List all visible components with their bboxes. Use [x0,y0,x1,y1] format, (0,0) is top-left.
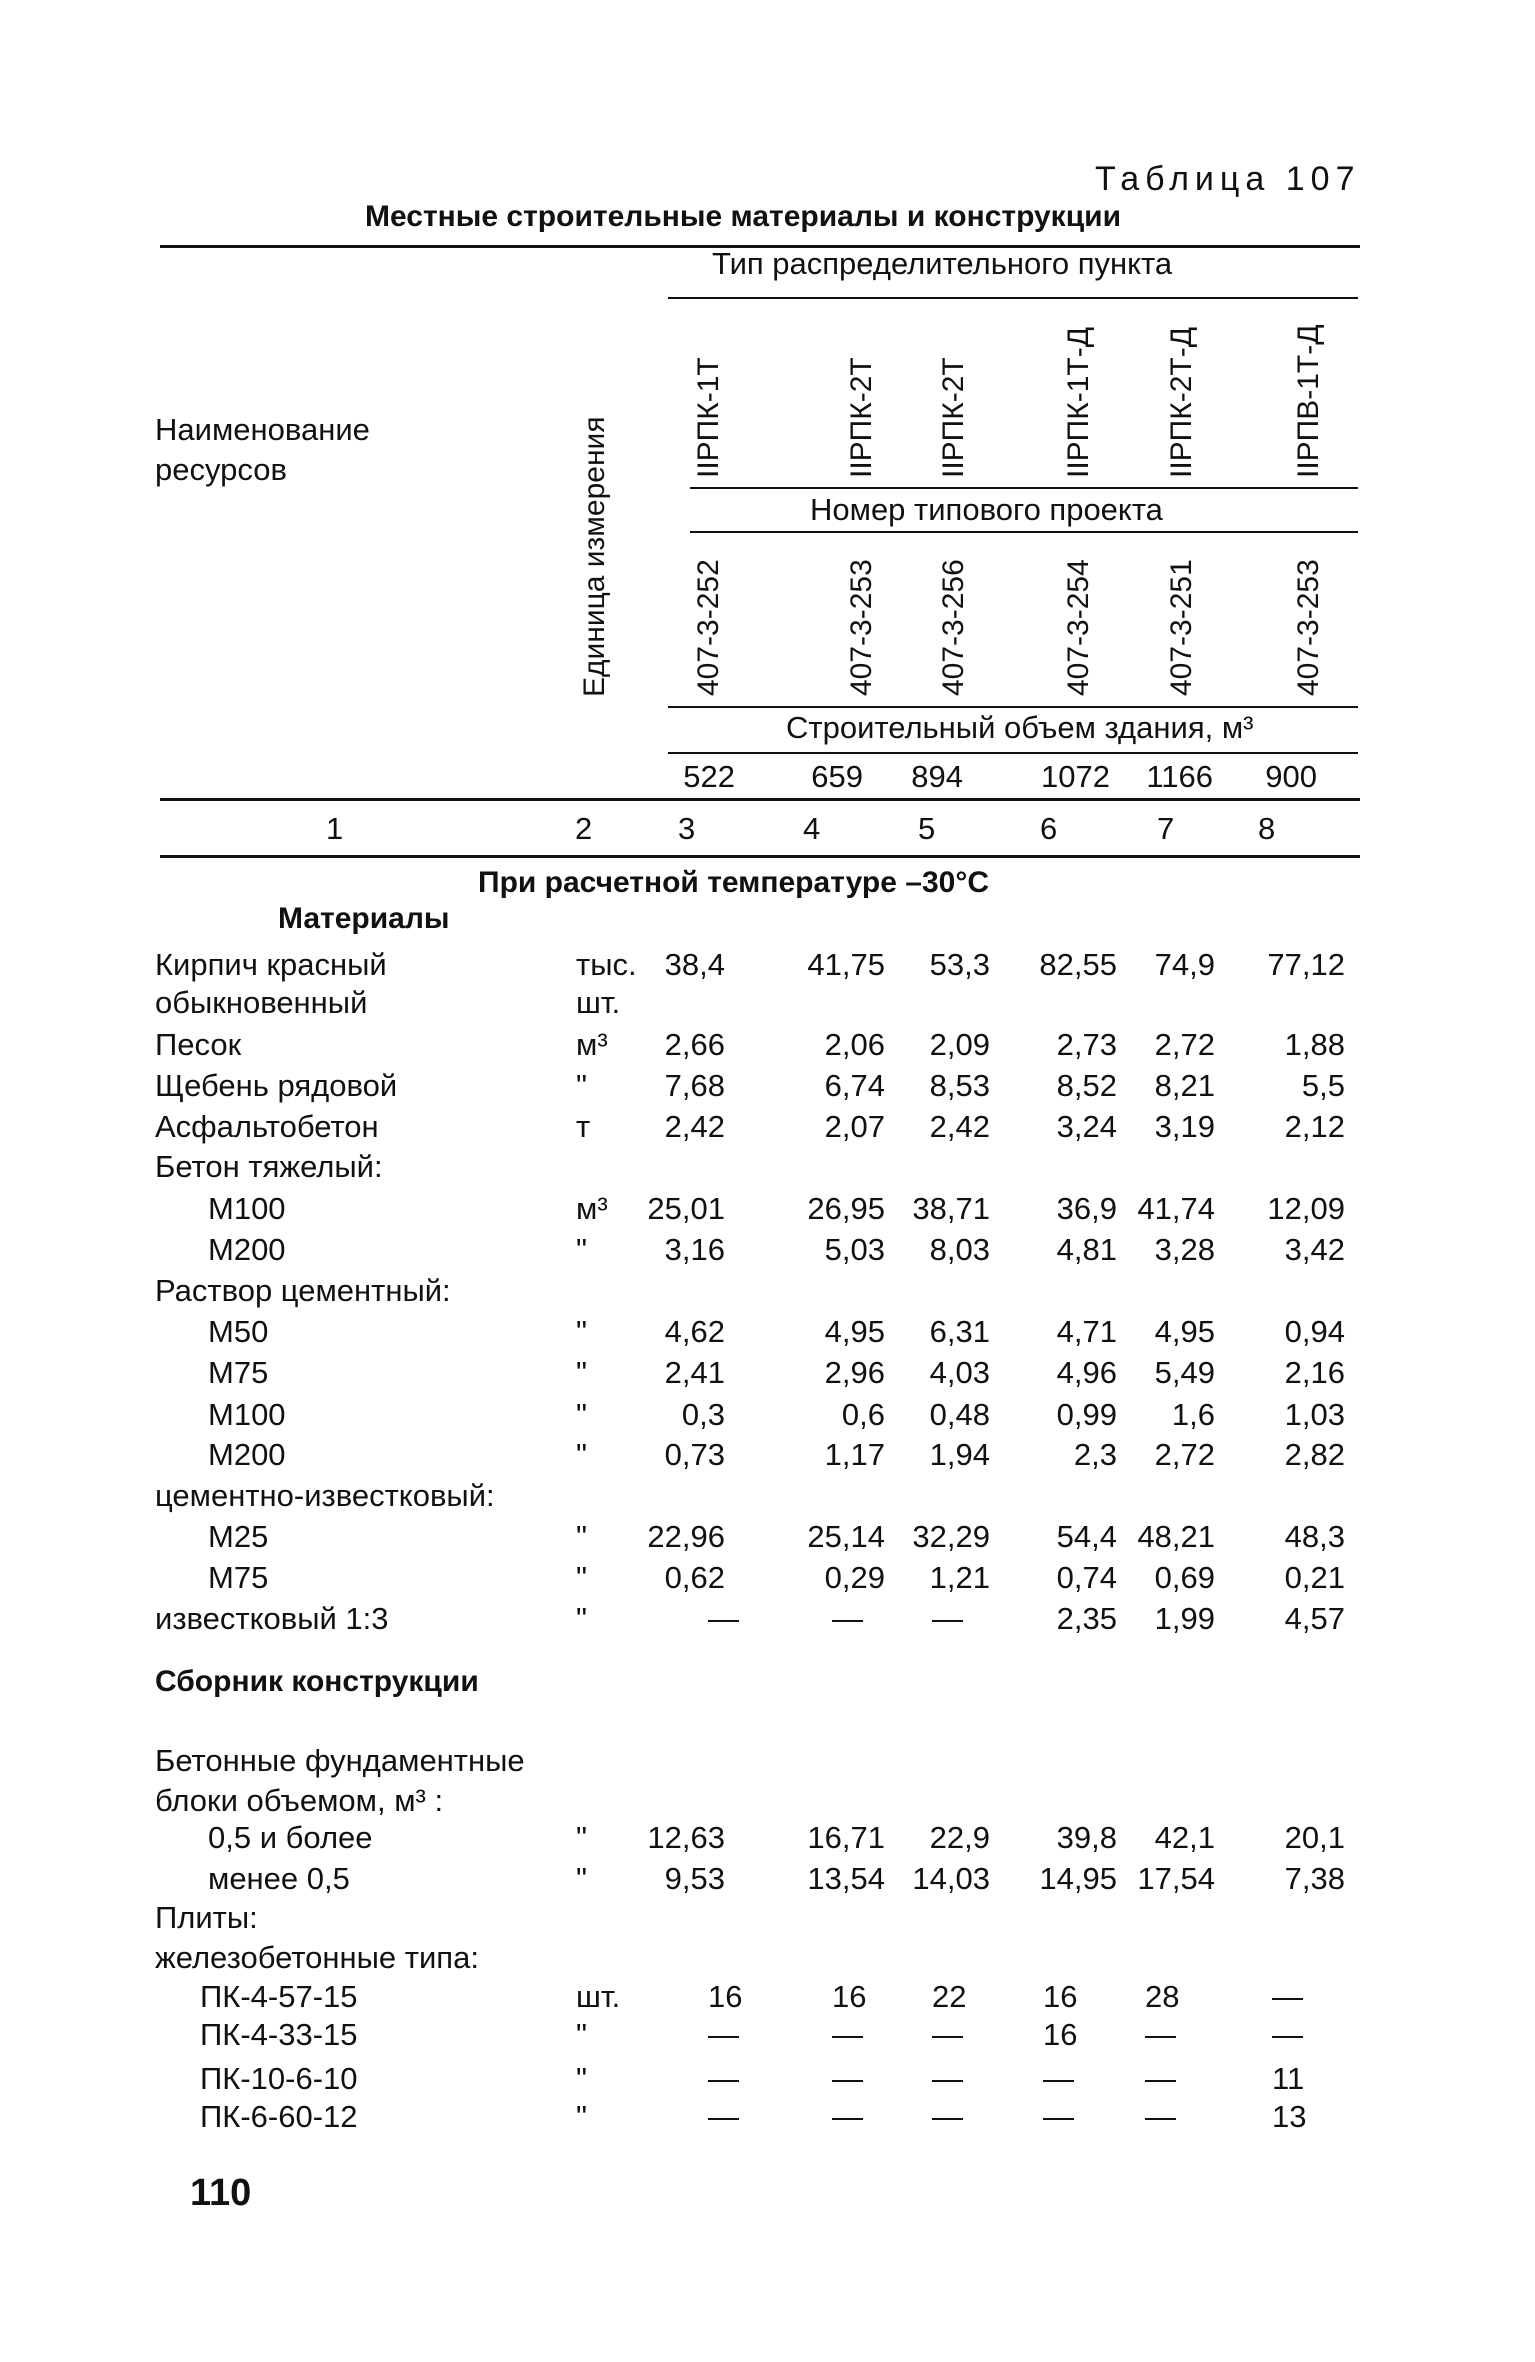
project-number: 407-3-254 [1062,559,1095,696]
cell-value: 38,4 [664,947,725,982]
volume-title: Строительный объем здания, м³ [786,710,1254,745]
cell-value: 2,12 [1284,1109,1345,1144]
table-row [0,1352,1535,1394]
cell-value: 4,62 [664,1314,725,1349]
cell-value: — [832,2017,863,2052]
cell-value: 25,01 [647,1191,725,1226]
rule-volume [668,706,1358,708]
cell-value: 13 [1272,2099,1307,2134]
project-number: 407-3-256 [937,559,970,696]
cell-value: 2,72 [1154,1437,1215,1472]
cell-value: — [932,1601,963,1636]
volume-value: 659 [811,759,863,794]
table-row [0,1229,1535,1271]
table-row [0,1475,1535,1517]
cell-value: 2,72 [1154,1027,1215,1062]
section-materials: Материалы [278,902,450,935]
table-row [0,1598,1535,1640]
cell-value: 3,28 [1154,1232,1215,1267]
row-name: Плиты: [155,1900,258,1935]
col-number: 1 [326,811,344,846]
cell-value: 82,55 [1039,947,1117,982]
row-unit: шт. [576,985,621,1020]
cell-value: 2,07 [824,1109,885,1144]
cell-value: 39,8 [1056,1820,1117,1855]
cell-value: 2,06 [824,1027,885,1062]
row-name: М100 [208,1191,286,1226]
col-number: 7 [1157,811,1175,846]
cell-value: 41,75 [807,947,885,982]
project-number: 407-3-251 [1165,559,1198,696]
project-number: 407-3-253 [845,559,878,696]
cell-value: 9,53 [664,1861,725,1896]
row-name: Щебень рядовой [155,1068,398,1103]
cell-value: 16 [1043,2017,1078,2052]
cell-value: 8,53 [929,1068,990,1103]
unit-col-header: Единица измерения [578,416,611,697]
row-name: ПК-6-60-12 [200,2099,358,2134]
cell-value: 0,94 [1284,1314,1345,1349]
column-numbers-row [0,808,1535,850]
volume-value: 1166 [1146,759,1213,794]
cell-value: — [832,2061,863,2096]
table-row [0,1065,1535,1107]
table-row [0,1188,1535,1230]
row-unit: " [576,1314,588,1349]
table-label: Таблица 107 [1095,160,1361,198]
cell-value: — [708,2017,739,2052]
cell-value: 16 [708,1979,743,2014]
row-name: ПК-4-33-15 [200,2017,358,2052]
row-unit: " [576,1232,588,1267]
cell-value: 11 [1272,2061,1305,2096]
cell-value: 2,41 [664,1355,725,1390]
name-col-line2: ресурсов [155,452,287,487]
row-name: обыкновенный [155,985,368,1020]
col-number: 6 [1040,811,1058,846]
cell-value: 1,21 [929,1560,990,1595]
cell-value: 54,4 [1056,1519,1117,1554]
cell-value: 16 [832,1979,867,2014]
cell-value: 4,96 [1056,1355,1117,1390]
page-number: 110 [190,2172,252,2214]
cell-value: 38,71 [912,1191,990,1226]
cell-value: 4,03 [929,1355,990,1390]
table-row [0,1024,1535,1066]
table-row [0,1740,1535,1782]
cell-value: 13,54 [807,1861,885,1896]
cell-value: 1,17 [824,1437,885,1472]
row-name: Асфальтобетон [155,1109,379,1144]
table-row [0,1106,1535,1148]
row-unit: " [576,1861,588,1896]
type-label: IIРПК-2Т-Д [1165,326,1198,478]
cell-value: 3,24 [1056,1109,1117,1144]
row-name: М75 [208,1355,269,1390]
cell-value: 42,1 [1154,1820,1215,1855]
table-row [0,1270,1535,1312]
rule-project [690,487,1358,489]
cell-value: 4,95 [824,1314,885,1349]
row-unit: " [576,1068,588,1103]
type-label: IIРПВ-1Т-Д [1292,324,1325,478]
volume-value: 522 [683,759,735,794]
row-name: 0,5 и более [208,1820,373,1855]
table-row [0,1937,1535,1979]
cell-value: 32,29 [912,1519,990,1554]
cell-value: 2,82 [1284,1437,1345,1472]
cell-value: — [708,2061,739,2096]
name-col-line1: Наименование [155,412,370,447]
cell-value: — [1272,2017,1303,2052]
cell-value: — [1272,1979,1303,2014]
table-row [0,944,1535,986]
cell-value: 12,63 [647,1820,725,1855]
row-name: М50 [208,1314,269,1349]
cell-value: 0,29 [824,1560,885,1595]
rule-type [668,297,1358,299]
row-name: ПК-4-57-15 [200,1979,358,2014]
volume-value: 894 [911,759,963,794]
cell-value: 7,38 [1284,1861,1345,1896]
cell-value: 77,12 [1267,947,1345,982]
cell-value: 22 [932,1979,967,2014]
cell-value: — [932,2017,963,2052]
cell-value: 48,21 [1137,1519,1215,1554]
row-name: Кирпич красный [155,947,387,982]
row-unit: т [576,1109,591,1144]
cell-value: 74,9 [1154,947,1215,982]
cell-value: 41,74 [1137,1191,1215,1226]
col-number: 2 [575,811,593,846]
type-label: IIРПК-1Т [692,357,725,478]
volume-value: 1072 [1041,759,1110,794]
cell-value: 17,54 [1137,1861,1215,1896]
row-name: Бетон тяжелый: [155,1149,383,1184]
row-name: железобетонные типа: [155,1940,479,1975]
table-row [0,982,1535,1024]
cell-value: 2,42 [664,1109,725,1144]
cell-value: 5,5 [1301,1068,1345,1103]
cell-value: 16,71 [807,1820,885,1855]
cell-value: 1,94 [929,1437,990,1472]
type-label: IIРПК-1Т-Д [1062,326,1095,478]
cell-value: 2,09 [929,1027,990,1062]
col-number: 5 [918,811,936,846]
rule-volume2 [668,752,1358,754]
row-name: М25 [208,1519,269,1554]
row-name: М200 [208,1232,286,1267]
col-number: 3 [678,811,696,846]
table-row [0,1516,1535,1558]
cell-value: 7,68 [664,1068,725,1103]
cell-value: 14,03 [912,1861,990,1896]
table-row [0,1434,1535,1476]
cell-value: 0,21 [1284,1560,1345,1595]
cell-value: 0,99 [1056,1397,1117,1432]
cell-value: 3,42 [1284,1232,1345,1267]
rule-header-bottom [160,798,1360,801]
cell-value: — [932,2061,963,2096]
row-unit: шт. [576,1979,621,2014]
table-row [0,1394,1535,1436]
cell-value: 22,9 [929,1820,990,1855]
row-unit: " [576,1560,588,1595]
cell-value: 1,6 [1171,1397,1215,1432]
volume-row [0,756,1535,798]
row-unit: " [576,1397,588,1432]
cell-value: 14,95 [1039,1861,1117,1896]
row-unit: " [576,1601,588,1636]
type-label: IIРПК-2Т [845,357,878,478]
cell-value: 5,03 [824,1232,885,1267]
cell-value: 20,1 [1284,1820,1345,1855]
cell-value: 0,6 [841,1397,885,1432]
type-label: IIРПК-2Т [937,357,970,478]
row-name: М75 [208,1560,269,1595]
cell-value: 53,3 [929,947,990,982]
row-name: М100 [208,1397,286,1432]
cell-value: 0,69 [1154,1560,1215,1595]
cell-value: 26,95 [807,1191,885,1226]
cell-value: 36,9 [1056,1191,1117,1226]
row-unit: " [576,2017,588,2052]
row-unit: " [576,1820,588,1855]
table-title: Местные строительные материалы и конструкции [365,200,1122,233]
row-name: ПК-10-6-10 [200,2061,358,2096]
section-constructions: Сборник конструкции [155,1665,479,1698]
cell-value: 4,57 [1284,1601,1345,1636]
cell-value: 0,48 [929,1397,990,1432]
cell-value: — [1145,2099,1176,2134]
cell-value: 22,96 [647,1519,725,1554]
row-name: Раствор цементный: [155,1273,451,1308]
cell-value: 3,16 [664,1232,725,1267]
cell-value: 2,42 [929,1109,990,1144]
cell-value: 2,66 [664,1027,725,1062]
cell-value: — [832,1601,863,1636]
cell-value: 0,62 [664,1560,725,1595]
row-unit: тыс. [576,947,637,982]
row-name: блоки объемом, м³ : [155,1783,444,1818]
cell-value: — [932,2099,963,2134]
row-unit: " [576,2061,588,2096]
cell-value: 48,3 [1284,1519,1345,1554]
project-number: 407-3-253 [1292,559,1325,696]
cell-value: 2,35 [1056,1601,1117,1636]
cell-value: 2,3 [1073,1437,1117,1472]
table-row [0,1557,1535,1599]
table-row [0,1897,1535,1939]
cell-value: 2,73 [1056,1027,1117,1062]
row-unit: " [576,1519,588,1554]
cell-value: 8,03 [929,1232,990,1267]
rule-project2 [690,531,1358,533]
row-unit: м³ [576,1191,608,1226]
cell-value: 6,31 [929,1314,990,1349]
table-row [0,1146,1535,1188]
row-unit: " [576,1355,588,1390]
table-row [0,1780,1535,1822]
cell-value: — [708,1601,739,1636]
row-unit: " [576,1437,588,1472]
cell-value: 2,16 [1284,1355,1345,1390]
row-name: цементно-известковый: [155,1478,495,1513]
table-row [0,1311,1535,1353]
row-name: менее 0,5 [208,1861,350,1896]
cell-value: — [832,2099,863,2134]
cell-value: 1,03 [1284,1397,1345,1432]
cell-value: 0,73 [664,1437,725,1472]
cell-value: — [708,2099,739,2134]
col-number: 8 [1258,811,1276,846]
table-row [0,2096,1535,2138]
row-name: М200 [208,1437,286,1472]
table-row [0,1858,1535,1900]
cell-value: — [1145,2017,1176,2052]
volume-value: 900 [1265,759,1317,794]
section-temperature: При расчетной температуре –30°С [478,866,989,899]
table-row [0,2058,1535,2100]
cell-value: 0,74 [1056,1560,1117,1595]
cell-value: 28 [1145,1979,1180,2014]
rule-colnums [160,855,1360,858]
project-title: Номер типового проекта [810,492,1163,527]
cell-value: 6,74 [824,1068,885,1103]
cell-value: 8,52 [1056,1068,1117,1103]
cell-value: 12,09 [1267,1191,1345,1226]
table-row [0,2014,1535,2056]
cell-value: 5,49 [1154,1355,1215,1390]
row-unit: м³ [576,1027,608,1062]
table-row [0,1817,1535,1859]
cell-value: — [1145,2061,1176,2096]
cell-value: 0,3 [681,1397,725,1432]
row-name: Песок [155,1027,242,1062]
cell-value: 1,99 [1154,1601,1215,1636]
row-unit: " [576,2099,588,2134]
cell-value: 1,88 [1284,1027,1345,1062]
cell-value: 4,95 [1154,1314,1215,1349]
cell-value: 3,19 [1154,1109,1215,1144]
cell-value: — [1043,2099,1074,2134]
project-number: 407-3-252 [692,559,725,696]
row-name: известковый 1:3 [155,1601,389,1636]
cell-value: 4,71 [1056,1314,1117,1349]
cell-value: 16 [1043,1979,1078,2014]
type-title: Тип распределительного пункта [712,246,1173,281]
cell-value: — [1043,2061,1074,2096]
cell-value: 25,14 [807,1519,885,1554]
cell-value: 8,21 [1154,1068,1215,1103]
cell-value: 2,96 [824,1355,885,1390]
col-number: 4 [803,811,821,846]
table-row [0,1976,1535,2018]
row-name: Бетонные фундаментные [155,1743,525,1778]
cell-value: 4,81 [1056,1232,1117,1267]
